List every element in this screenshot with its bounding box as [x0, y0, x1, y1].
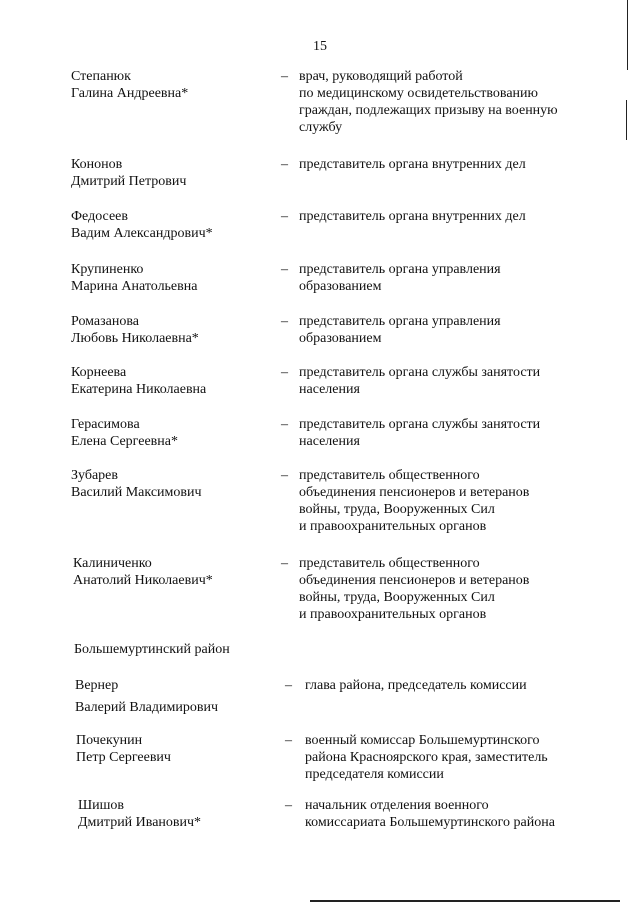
member-given-names: Дмитрий Иванович* [78, 815, 202, 830]
dash-separator: – [281, 365, 288, 380]
role-line: населения [299, 382, 360, 397]
scan-bottom-line [310, 900, 620, 902]
role-line: комиссариата Большемуртинского района [305, 815, 555, 830]
role-line: начальник отделения военного [305, 798, 489, 813]
member-surname: Почекунин [76, 733, 143, 748]
member-surname: Зубарев [71, 468, 118, 483]
member-given-names: Любовь Николаевна* [71, 331, 199, 346]
member-role [299, 313, 594, 347]
member-role [299, 364, 594, 398]
member-given-names: Марина Анатольевна [71, 279, 198, 294]
role-line: представитель органа службы занятости [299, 417, 541, 432]
dash-separator: – [281, 69, 288, 84]
role-line: образованием [299, 279, 382, 294]
member-given-names: Вадим Александрович* [71, 226, 213, 241]
role-line: района Красноярского края, заместитель [305, 750, 548, 765]
member-name [76, 732, 276, 766]
member-name [71, 313, 271, 347]
member-given-names: Екатерина Николаевна [71, 382, 207, 397]
member-surname: Герасимова [71, 417, 140, 432]
role-line: врач, руководящий работой [299, 69, 463, 84]
member-given-names: Анатолий Николаевич* [73, 573, 213, 588]
role-line: населения [299, 434, 360, 449]
member-name [75, 677, 275, 716]
member-role [299, 68, 594, 136]
role-line: по медицинскому освидетельствованию [299, 86, 539, 101]
dash-separator: – [281, 556, 288, 571]
member-surname: Калиниченко [73, 556, 152, 571]
role-line: войны, труда, Вооруженных Сил [299, 590, 495, 605]
scan-edge-line [626, 100, 627, 140]
role-line: представитель органа внутренних дел [299, 157, 526, 172]
section-title: Большемуртинский район [74, 642, 230, 657]
role-line: представитель общественного [299, 556, 480, 571]
member-role [305, 732, 600, 783]
member-name [71, 156, 271, 190]
member-surname: Федосеев [71, 209, 128, 224]
member-name [71, 261, 271, 295]
scan-edge-line [627, 0, 628, 70]
member-role [299, 416, 594, 450]
dash-separator: – [281, 209, 288, 224]
role-line: представитель органа управления [299, 262, 501, 277]
member-name [71, 467, 271, 501]
member-surname: Вернер [75, 678, 119, 693]
member-name [78, 797, 278, 831]
dash-separator: – [281, 262, 288, 277]
member-surname: Ромазанова [71, 314, 140, 329]
role-line: образованием [299, 331, 382, 346]
member-surname: Степанюк [71, 69, 131, 84]
dash-separator: – [285, 733, 292, 748]
member-given-names: Петр Сергеевич [76, 750, 171, 765]
page-number: 15 [313, 39, 327, 54]
role-line: представитель общественного [299, 468, 480, 483]
member-name [71, 364, 271, 398]
role-line: глава района, председатель комиссии [305, 678, 527, 693]
member-role [299, 208, 594, 225]
member-surname: Шишов [78, 798, 125, 813]
role-line: и правоохранительных органов [299, 519, 487, 534]
dash-separator: – [281, 157, 288, 172]
role-line: военный комиссар Большемуртинского [305, 733, 540, 748]
member-name [71, 68, 271, 102]
member-surname: Крупиненко [71, 262, 144, 277]
member-name [73, 555, 273, 589]
member-given-names: Дмитрий Петрович [71, 174, 187, 189]
role-line: объединения пенсионеров и ветеранов [299, 573, 530, 588]
role-line: войны, труда, Вооруженных Сил [299, 502, 495, 517]
member-name [71, 208, 271, 242]
member-role [299, 156, 594, 173]
dash-separator: – [281, 468, 288, 483]
member-surname: Кононов [71, 157, 123, 172]
role-line: представитель органа внутренних дел [299, 209, 526, 224]
member-name [71, 416, 271, 450]
role-line: службу [299, 120, 343, 135]
member-role [305, 797, 600, 831]
role-line: представитель органа управления [299, 314, 501, 329]
member-surname: Корнеева [71, 365, 127, 380]
role-line: объединения пенсионеров и ветеранов [299, 485, 530, 500]
dash-separator: – [285, 678, 292, 693]
member-given-names: Валерий Владимирович [75, 700, 219, 715]
member-role [299, 261, 594, 295]
member-given-names: Галина Андреевна* [71, 86, 189, 101]
member-role [299, 467, 594, 535]
member-given-names: Елена Сергеевна* [71, 434, 178, 449]
dash-separator: – [281, 314, 288, 329]
dash-separator: – [285, 798, 292, 813]
member-given-names: Василий Максимович [71, 485, 202, 500]
dash-separator: – [281, 417, 288, 432]
member-role [299, 555, 594, 623]
role-line: граждан, подлежащих призыву на военную [299, 103, 558, 118]
role-line: и правоохранительных органов [299, 607, 487, 622]
role-line: председателя комиссии [305, 767, 444, 782]
member-role [305, 677, 600, 694]
role-line: представитель органа службы занятости [299, 365, 541, 380]
